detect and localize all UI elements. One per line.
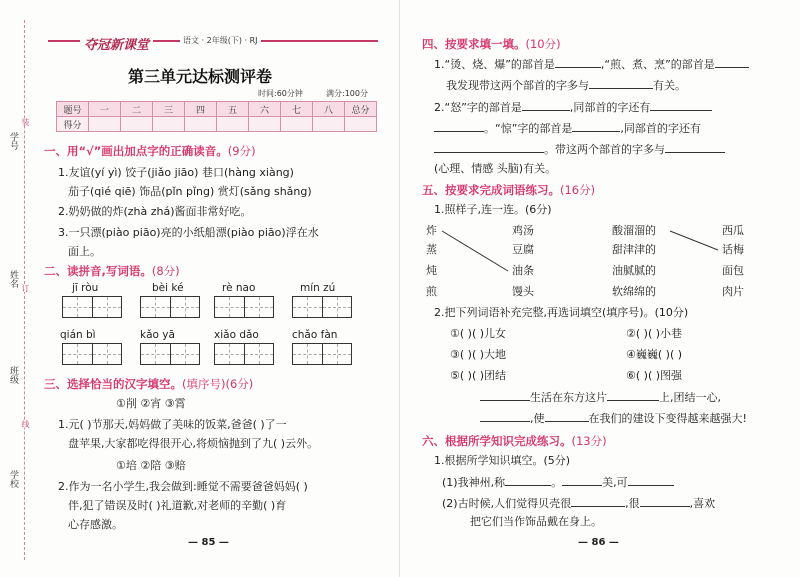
s3-question-2-line2: 伴,犯了错误及时( )礼道歉,对老师的辛勤( )育	[68, 499, 287, 512]
s3-options-2: ①培 ②陪 ③赔	[116, 459, 186, 472]
school-label: 学校	[8, 470, 18, 488]
table-cell: 三	[153, 102, 185, 117]
student-number-label: 学号	[8, 132, 18, 150]
s6-question-1: 1.根据所学知识填空。(5分)	[434, 454, 571, 467]
idiom-item[interactable]: ①( )( )儿女	[450, 327, 507, 340]
s1-question-1: 1.友谊(yí yì) 饺子(jiǎo jiāo) 巷口(hàng xiàng)	[58, 166, 294, 179]
score-cell[interactable]	[249, 117, 281, 132]
match-item[interactable]: 馒头	[512, 285, 534, 298]
score-cell[interactable]	[217, 117, 249, 132]
s6-line-3: 把它们当作饰品戴在身上。	[470, 515, 602, 528]
score-cell[interactable]	[89, 117, 121, 132]
writing-box[interactable]	[292, 343, 352, 365]
s3-question-1: 1.元( )节那天,妈妈做了美味的饭菜,爸爸( )了一	[58, 418, 287, 431]
answer-blank[interactable]	[545, 411, 589, 422]
match-item[interactable]: 炸	[426, 224, 437, 237]
writing-box[interactable]	[140, 343, 200, 365]
score-table-header	[57, 102, 377, 117]
score-cell[interactable]	[281, 117, 313, 132]
match-item[interactable]: 甜津津的	[612, 243, 656, 256]
pinyin-label: kǎo yā	[140, 329, 175, 341]
idiom-item[interactable]: ②( )( )小巷	[626, 327, 683, 340]
s1-question-2: 2.奶奶做的炸(zhà zhá)酱面非常好吃。	[58, 205, 252, 218]
s1-question-3: 3.一只漂(piào piāo)亮的小纸船漂(piào piāo)浮在水	[58, 226, 319, 239]
sample-match-line	[442, 231, 508, 271]
name-label: 姓名	[8, 270, 18, 288]
s3-question-1-line2: 盘苹果,大家都吃得很开心,将烦恼抛到了九( )云外。	[68, 437, 319, 450]
subject-label: 语文 · 2年级(下) · RJ	[180, 35, 261, 46]
s4-question-2-line2: 。“惊”字的部首是 ,同部首的字还有	[434, 121, 701, 136]
right-page	[400, 0, 800, 577]
writing-box[interactable]	[292, 296, 352, 318]
s4-question-2-line3: 。带这两个部首的字多与	[434, 142, 725, 157]
match-item[interactable]: 油条	[512, 264, 534, 277]
s4-question-2: 2.“怒”字的部首是 ,同部首的字还有	[434, 100, 712, 115]
idiom-item[interactable]: ⑥( )( )图强	[626, 369, 683, 382]
s5-fill-line-2: ,使 在我们的建设下变得越来越强大!	[480, 411, 747, 426]
section-1-title: 一、用“√”画出加点字的正确读音。(9分)	[44, 144, 256, 158]
match-item[interactable]: 鸡汤	[512, 224, 534, 237]
match-item[interactable]: 话梅	[722, 243, 744, 256]
s5-question-2: 2.把下列词语补充完整,再选词填空(填序号)。(10分)	[434, 306, 689, 319]
s5-question-1: 1.照样子,连一连。(6分)	[434, 203, 552, 216]
match-item[interactable]: 软绵绵的	[612, 285, 656, 298]
table-cell: 二	[121, 102, 153, 117]
s1-question-1-line2: 茄子(qié qiē) 饰品(pǐn pǐng) 赏灯(sǎng shǎng)	[68, 185, 312, 198]
binding-mark: 订	[21, 284, 30, 292]
match-item[interactable]: 炖	[426, 264, 437, 277]
s3-options-1: ①削 ②宵 ③霄	[116, 397, 186, 410]
answer-blank[interactable]	[562, 475, 602, 486]
table-cell: 七	[281, 102, 313, 117]
score-cell[interactable]	[345, 117, 377, 132]
sample-match-line	[670, 231, 718, 250]
binding-mark: 装	[21, 118, 30, 126]
s6-line-1: (1)我神州,称 。 美,可	[442, 475, 674, 490]
table-cell: 五	[217, 102, 249, 117]
answer-blank[interactable]	[640, 496, 690, 507]
section-4-title: 四、按要求填一填。(10分)	[422, 37, 561, 51]
table-cell: 得分	[57, 117, 89, 132]
time-limit: 时间:60分钟	[258, 89, 303, 98]
section-2-title: 二、读拼音,写词语。(8分)	[44, 264, 180, 278]
score-cell[interactable]	[185, 117, 217, 132]
writing-box[interactable]	[62, 296, 122, 318]
pinyin-label: chǎo fàn	[292, 329, 338, 341]
idiom-item[interactable]: ④巍巍( )( )	[626, 348, 683, 361]
score-cell[interactable]	[313, 117, 345, 132]
section-3-title: 三、选择恰当的汉字填空。(填序号)(6分)	[44, 377, 254, 391]
answer-blank[interactable]	[628, 475, 674, 486]
pinyin-label: bèi ké	[152, 282, 184, 294]
pinyin-label: mín zú	[300, 282, 336, 294]
table-cell: 六	[249, 102, 281, 117]
full-score: 满分:100分	[326, 89, 368, 98]
idiom-item[interactable]: ⑤( )( )团结	[450, 369, 507, 382]
table-cell: 四	[185, 102, 217, 117]
s3-question-2-line3: 心存感激。	[68, 518, 123, 531]
s4-question-1-line2: 我发现带这两个部首的字多与 有关。	[446, 79, 686, 92]
section-5-title: 五、按要求完成词语练习。(16分)	[422, 183, 596, 197]
page-title: 第三单元达标测评卷	[127, 67, 272, 86]
pinyin-label: xiǎo dǎo	[214, 329, 259, 341]
s6-line-2: (2)古时候,人们觉得贝壳很 ,很 ,喜欢	[442, 497, 716, 510]
writing-box[interactable]	[214, 296, 274, 318]
section-6-title: 六、根据所学知识完成练习。(13分)	[422, 434, 607, 448]
table-cell: 八	[313, 102, 345, 117]
page-number: — 86 —	[578, 537, 619, 548]
match-item[interactable]: 油腻腻的	[612, 264, 656, 277]
table-cell: 一	[89, 102, 121, 117]
match-item[interactable]: 豆腐	[512, 243, 534, 256]
match-item[interactable]: 西瓜	[722, 224, 744, 237]
score-table-row	[57, 117, 377, 132]
binding-mark: 线	[21, 420, 30, 428]
match-item[interactable]: 蒸	[426, 243, 437, 256]
s5-fill-line-1: 生活在东方这片 上,团结一心,	[480, 390, 721, 405]
answer-blank[interactable]	[505, 475, 551, 486]
score-cell[interactable]	[121, 117, 153, 132]
writing-box[interactable]	[140, 296, 200, 318]
match-item[interactable]: 煎	[426, 285, 437, 298]
page-number: — 85 —	[188, 537, 229, 548]
writing-box[interactable]	[214, 343, 274, 365]
s4-question-2-line4: (心理、情感 头脑)有关。	[434, 162, 557, 175]
s4-question-1: 1.“烫、烧、爆”的部首是 ,“煎、煮、烹”的部首是	[434, 57, 749, 72]
s3-question-2: 2.作为一名小学生,我会做到:睡觉不需要爸爸妈妈( )	[58, 480, 308, 493]
idiom-item[interactable]: ③( )( )大地	[450, 348, 507, 361]
answer-blank[interactable]	[607, 390, 659, 401]
class-label: 班级	[8, 366, 18, 384]
match-item[interactable]: 肉片	[722, 285, 744, 298]
answer-blank[interactable]	[480, 411, 530, 422]
s1-question-3-line2: 面上。	[68, 245, 101, 258]
match-item[interactable]: 面包	[722, 264, 744, 277]
answer-blank[interactable]	[480, 390, 530, 401]
table-cell: 题号	[57, 102, 89, 117]
score-cell[interactable]	[153, 117, 185, 132]
answer-blank[interactable]	[571, 496, 625, 507]
pinyin-label: rè nao	[222, 282, 256, 294]
match-item[interactable]: 酸溜溜的	[612, 224, 656, 237]
score-table	[56, 101, 377, 132]
brand-logo: 夺冠新课堂	[80, 34, 153, 53]
pinyin-label: qián bì	[60, 329, 96, 341]
pinyin-label: jī ròu	[72, 282, 99, 294]
writing-box[interactable]	[62, 343, 122, 365]
table-cell: 总分	[345, 102, 377, 117]
